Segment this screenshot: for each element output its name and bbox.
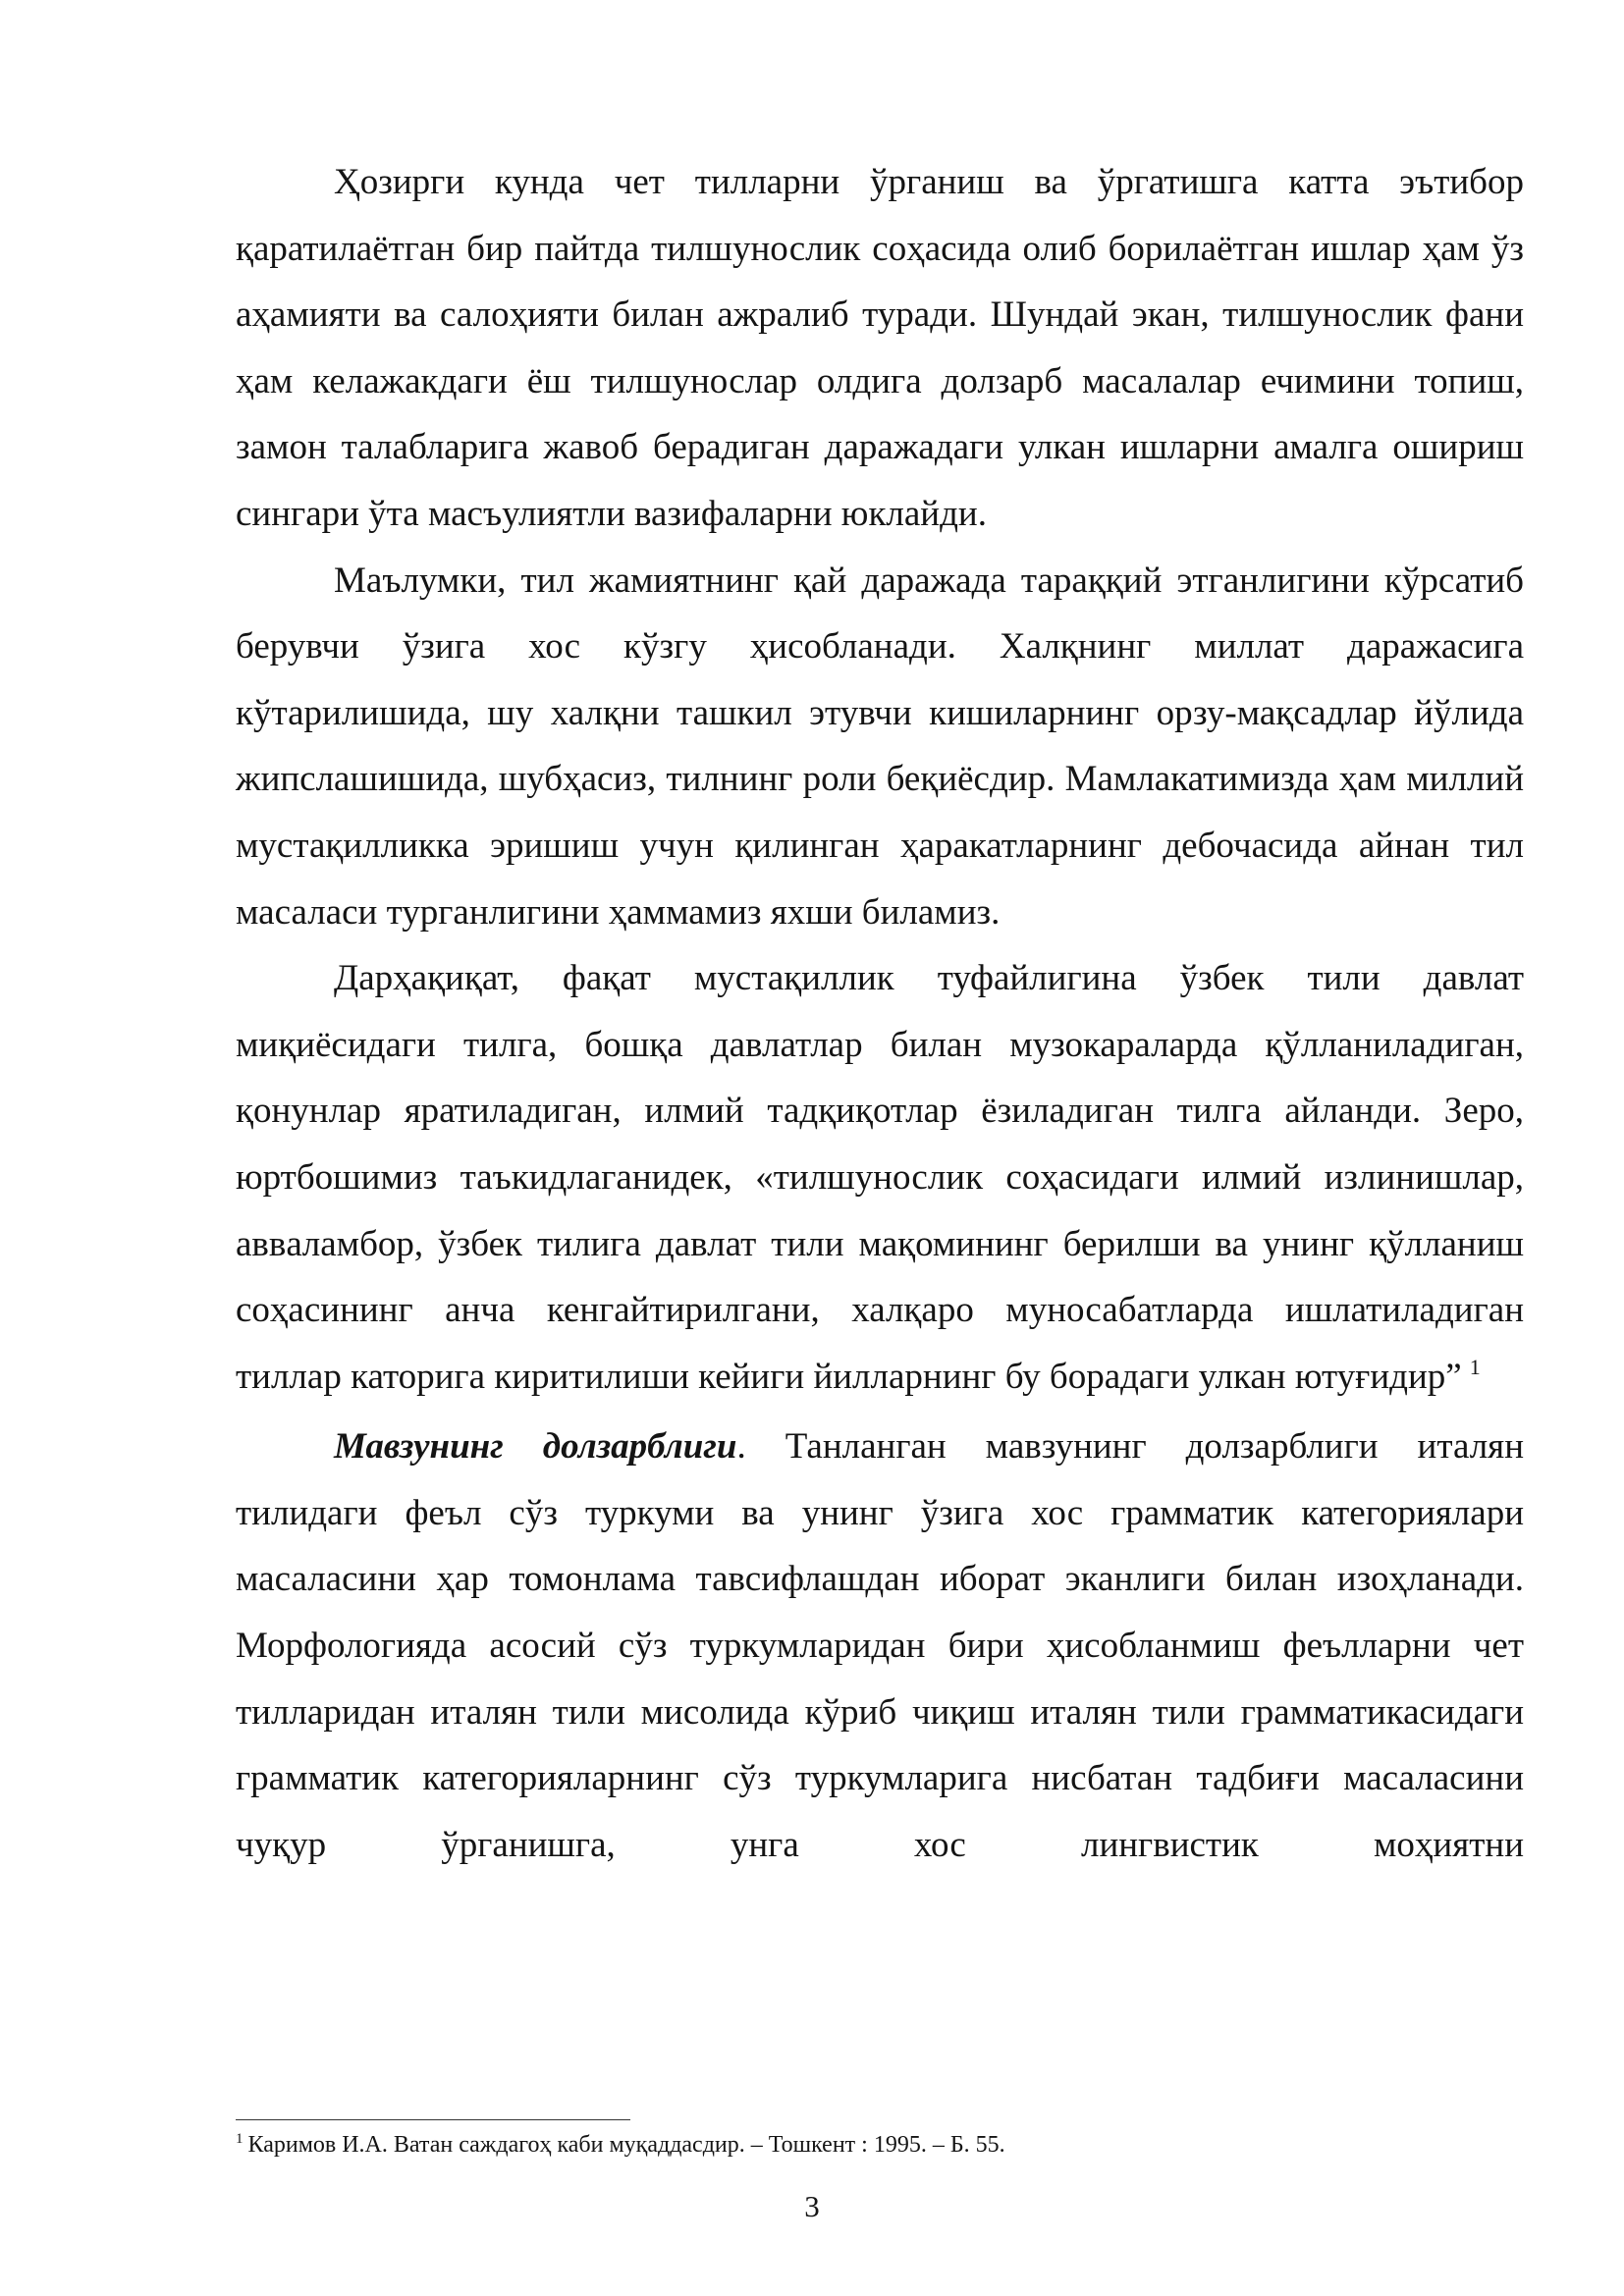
paragraph-3 [236, 945, 1524, 1414]
footnote-separator [236, 2119, 630, 2120]
footnote [236, 2129, 1524, 2163]
paragraph-2 [236, 548, 1524, 946]
footnote-text: Каримов И.А. Ватан саждагоҳ каби муқаддасдир. – Тошкент : 1995. – Б. 55. [247, 2132, 1005, 2158]
section-term: Мавзунинг долзарблиги [334, 1426, 737, 1468]
page-number: 3 [804, 2189, 820, 2223]
footnote-number: 1 [236, 2131, 244, 2147]
paragraph-2-text: Маълумки, тил жамиятнинг қай даражада тараққий этганлигини кўрсатиб берувчи ўзига хос кўзгу ҳисобланади. Халқнинг миллат даражасига кўтарилишида, шу халқни ташкил этувчи кишиларнинг орзу-мақсадлар йўлида жипслашишида, шубҳасиз, тилнинг роли беқиёсдир. Мамлакатимизда ҳам миллий мустақилликка эришиш учун қилинган ҳаракатларнинг дебочасида айнан тил масаласи турганлигини ҳаммамиз яхши биламиз. [236, 560, 1524, 933]
paragraph-1 [236, 149, 1524, 548]
paragraph-4 [236, 1414, 1524, 1878]
footnote-reference[interactable]: 1 [1469, 1354, 1481, 1379]
paragraph-4-text: . Танланган мавзунинг долзарблиги италян тилидаги феъл сўз туркуми ва унинг ўзига хос грамматик категориялари масаласини ҳар томонлама тавсифлашдан иборат эканлиги билан изоҳланади. Морфологияда асосий сўз туркумларидан бири ҳисобланмиш феълларни чет тилларидан италян тили мисолида кўриб чиқиш италян тили грамматикасидаги грамматик категорияларнинг сўз туркумларига нисбатан тадбиғи масаласини чуқур ўрганишга, унга хос лингвистик моҳиятни [236, 1426, 1524, 1865]
paragraph-3-text: Дарҳақиқат, фақат мустақиллик туфайлигина ўзбек тили давлат миқиёсидаги тилга, бошқа давлатлар билан музокараларда қўлланиладиган, қонунлар яратиладиган, илмий тадқиқотлар ёзиладиган тилга айланди. Зеро, юртбошимиз таъкидлаганидек, «тилшунослик соҳасидаги илмий излинишлар, аввaламбор, ўзбек тилига давлат тили мақомининг берилши ва унинг қўлланиш соҳасининг анча кенгайтирилгани, халқаро муносабатларда ишлатиладиган тиллар каторига киритилиши кейиги йилларнинг бу борадаги улкан ютуғидир” [236, 958, 1524, 1397]
paragraph-1-text: Ҳозирги кунда чет тилларни ўрганиш ва ўргатишга катта эътибор қаратилаётган бир пайтда тилшунослик соҳасида олиб борилаётган ишлар ҳам ўз аҳамияти ва салоҳияти билан ажралиб туради. Шундай экан, тилшунослик фани ҳам келажакдаги ёш тилшунослар олдига долзарб масалалар ечимини топиш, замон талабларига жавоб берадиган даражадаги улкан ишларни амалга ошириш сингари ўта масъулиятли вазифаларни юклайди. [236, 162, 1524, 534]
body-text [236, 149, 1524, 1878]
